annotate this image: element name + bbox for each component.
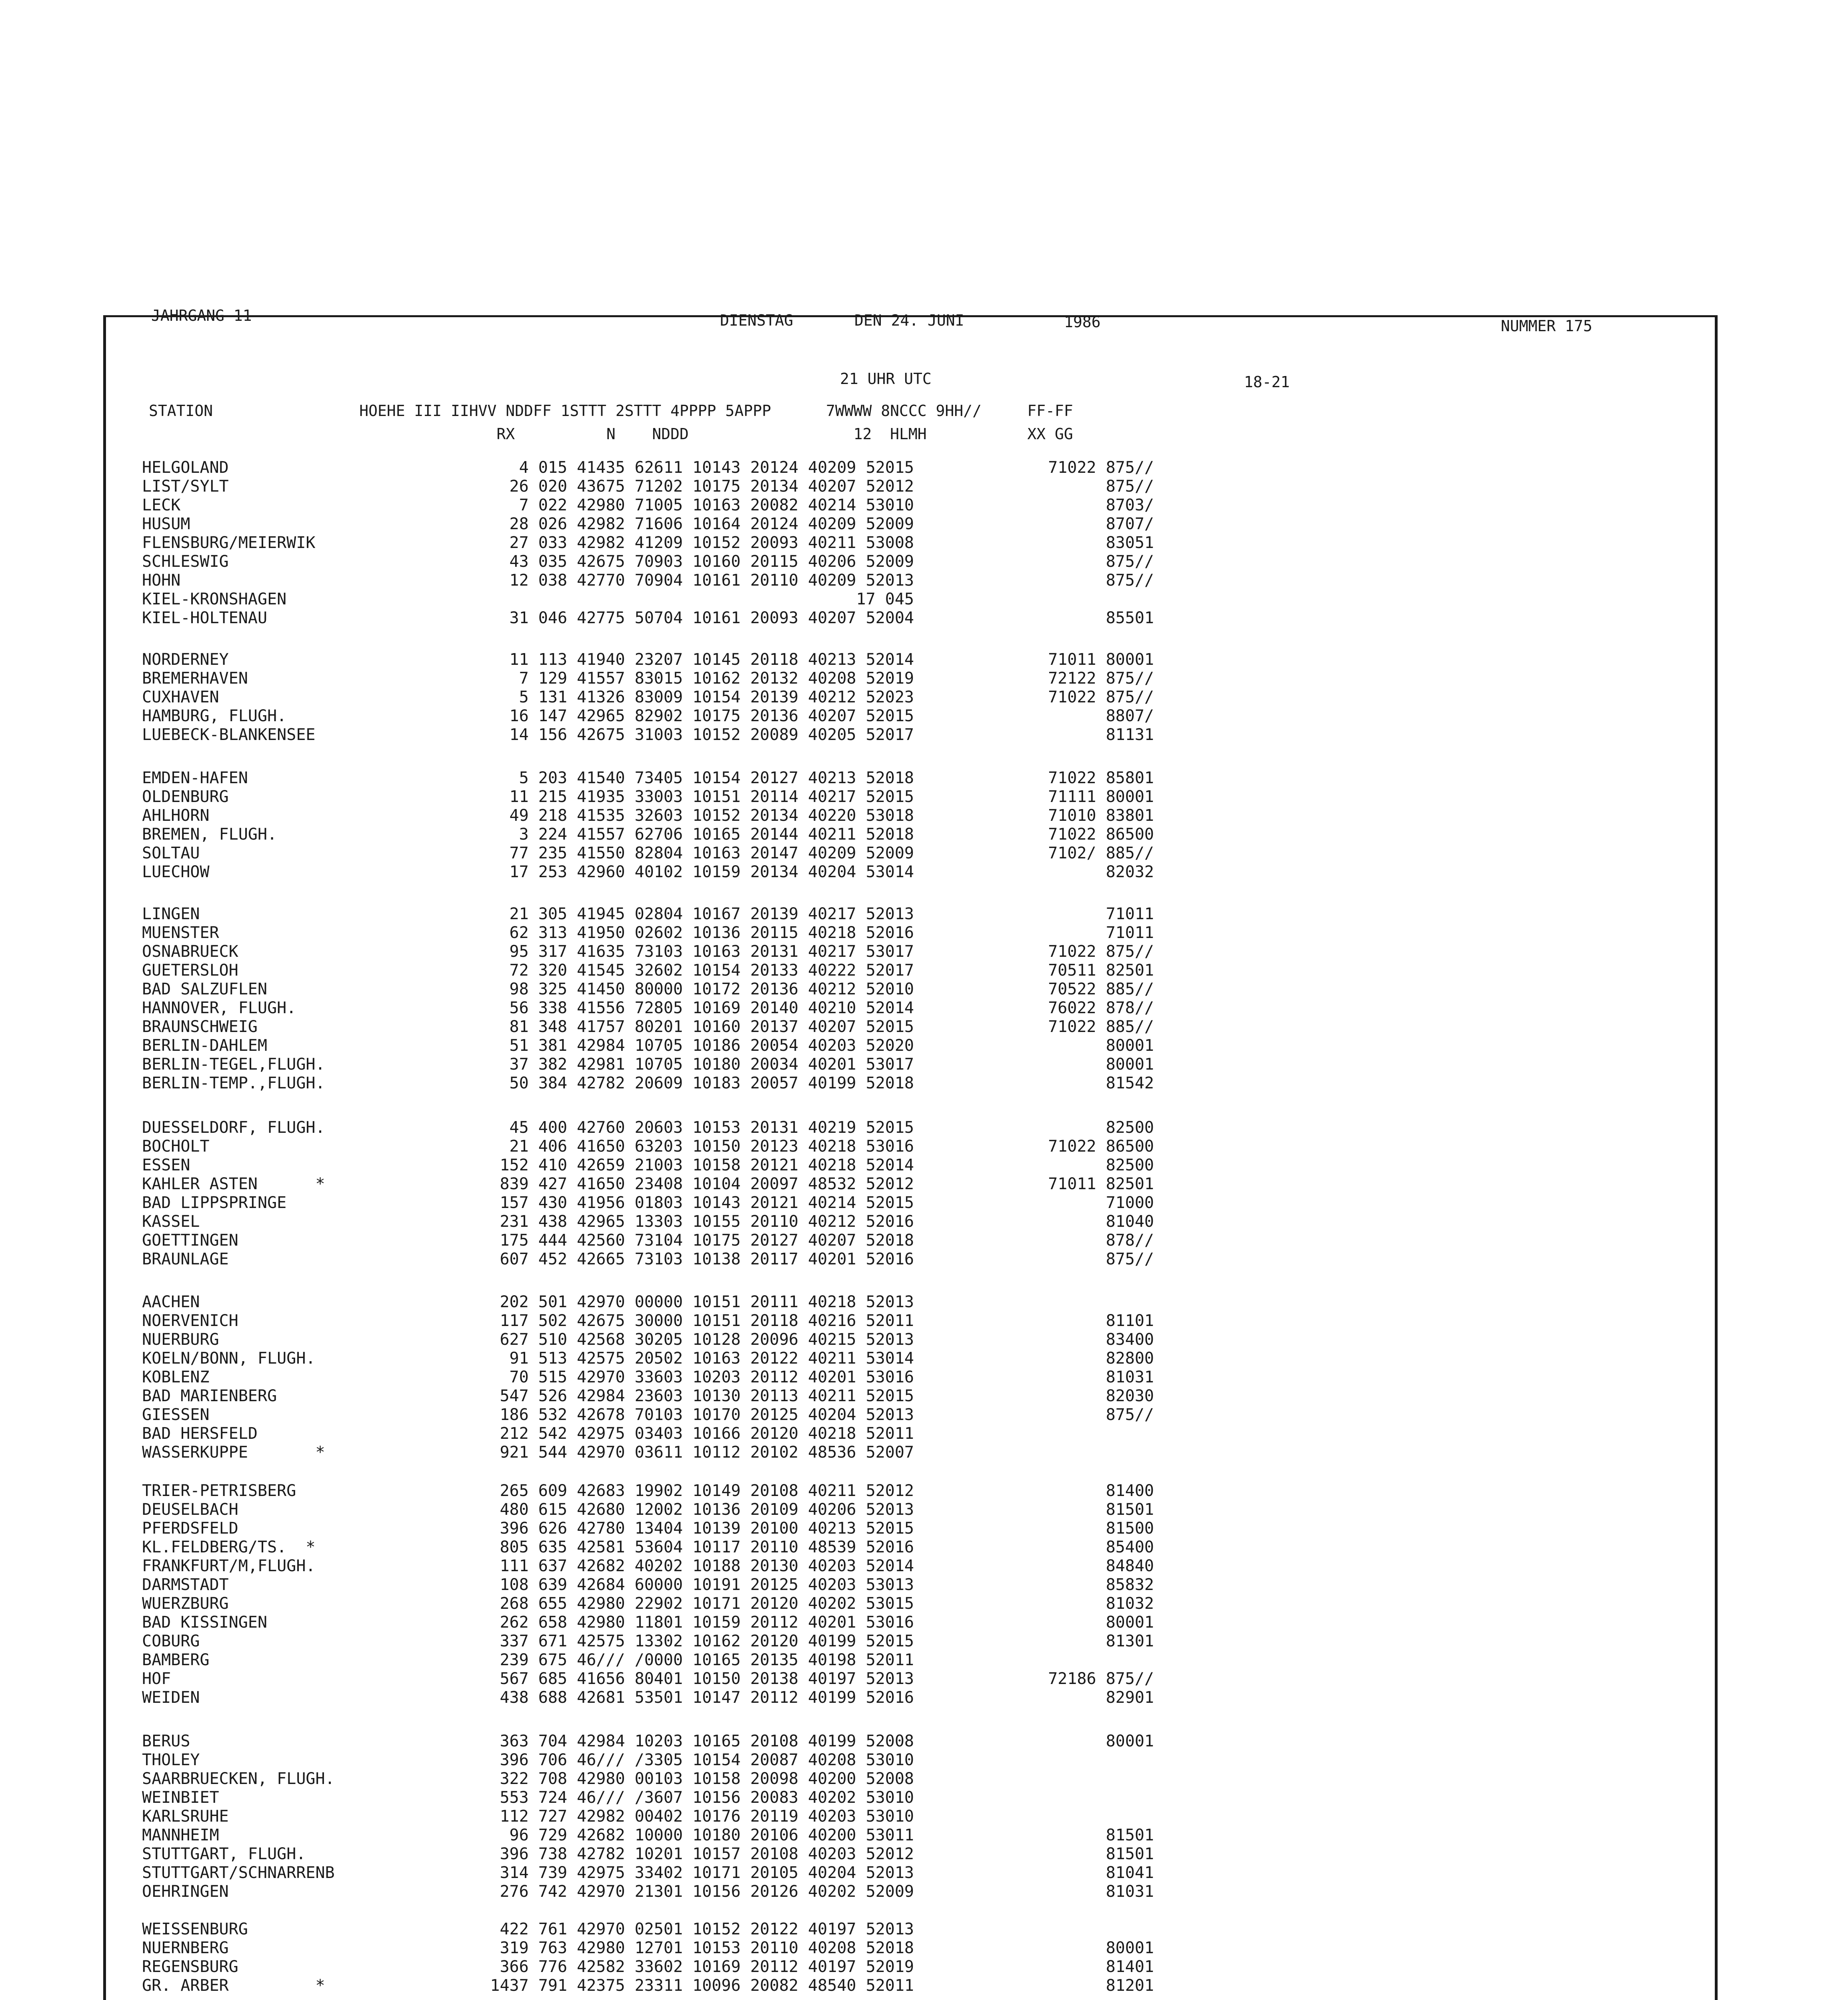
observation-values: 81 348 41757 80201 10160 20137 40207 52015 — [509, 1018, 914, 1036]
table-row — [142, 534, 1342, 552]
table-row — [142, 825, 1342, 844]
station-name: BAD HERSFELD — [142, 1424, 258, 1443]
station-name: SAARBRUECKEN, FLUGH. — [142, 1770, 335, 1788]
weather-group-values: 81040 — [1106, 1212, 1154, 1231]
observation-values: 28 026 42982 71606 10164 20124 40209 52009 — [509, 515, 914, 533]
station-name: FLENSBURG/MEIERWIK — [142, 534, 316, 552]
observation-values: 17 253 42960 40102 10159 20134 40204 53014 — [509, 863, 914, 881]
table-row — [142, 1788, 1342, 1807]
observation-values: 56 338 41556 72805 10169 20140 40210 52014 — [509, 999, 914, 1017]
station-name: FRANKFURT/M,FLUGH. — [142, 1557, 316, 1575]
table-row — [142, 1920, 1342, 1938]
time-range: 18-21 — [1244, 373, 1290, 391]
table-row — [142, 1670, 1342, 1688]
observation-values: 26 020 43675 71202 10175 20134 40207 52012 — [509, 477, 914, 496]
station-name: OSNABRUECK — [142, 942, 238, 961]
observation-values: 805 635 42581 53604 10117 20110 48539 52016 — [500, 1538, 914, 1556]
table-row — [142, 1770, 1342, 1788]
station-name: GIESSEN — [142, 1406, 210, 1424]
weather-group-values: 85832 — [1106, 1576, 1154, 1594]
table-row — [142, 1036, 1342, 1055]
observation-values: 337 671 42575 13302 10162 20120 40199 52015 — [500, 1632, 914, 1650]
table-row — [142, 1118, 1342, 1137]
table-row — [142, 1500, 1342, 1519]
weather-group-values: 71010 83801 — [1048, 806, 1154, 825]
table-row — [142, 769, 1342, 787]
station-name: NORDERNEY — [142, 650, 229, 669]
weather-group-values: 71000 — [1106, 1194, 1154, 1212]
station-name: EMDEN-HAFEN — [142, 769, 248, 787]
station-name: KIEL-KRONSHAGEN — [142, 590, 287, 608]
station-name: COBURG — [142, 1632, 200, 1650]
observation-values: 12 038 42770 70904 10161 20110 40209 52013 — [509, 571, 914, 590]
weather-group-values: 81500 — [1106, 1519, 1154, 1538]
weather-group-values: 81301 — [1106, 1632, 1154, 1650]
station-name: KASSEL — [142, 1212, 200, 1231]
observation-values: 27 033 42982 41209 10152 20093 40211 53008 — [509, 534, 914, 552]
observation-values: 98 325 41450 80000 10172 20136 40212 52010 — [509, 980, 914, 998]
station-name: GOETTINGEN — [142, 1231, 238, 1250]
observation-values: 21 305 41945 02804 10167 20139 40217 52013 — [509, 905, 914, 923]
weather-group-values: 81032 — [1106, 1594, 1154, 1613]
table-row — [142, 942, 1342, 961]
weather-group-values: 7102/ 885// — [1048, 844, 1154, 862]
station-name: KOBLENZ — [142, 1368, 210, 1386]
observation-values: 547 526 42984 23603 10130 20113 40211 52015 — [500, 1387, 914, 1405]
weather-group-values: 70522 885// — [1048, 980, 1154, 998]
weather-group-values: 82800 — [1106, 1349, 1154, 1368]
table-row — [142, 1349, 1342, 1368]
observation-values: 319 763 42980 12701 10153 20110 40208 52018 — [500, 1939, 914, 1957]
weather-group-values: 875// — [1106, 1406, 1154, 1424]
date-label: DEN 24. JUNI — [854, 312, 964, 329]
table-row — [142, 571, 1342, 590]
table-row — [142, 1632, 1342, 1650]
table-row — [142, 1194, 1342, 1212]
station-name: KARLSRUHE — [142, 1807, 229, 1826]
station-name: GUETERSLOH — [142, 961, 238, 980]
observation-values: 49 218 41535 32603 10152 20134 40220 53018 — [509, 806, 914, 825]
station-name: BAMBERG — [142, 1651, 210, 1669]
weather-group-values: 81031 — [1106, 1882, 1154, 1901]
table-row — [142, 924, 1342, 942]
station-name: AHLHORN — [142, 806, 210, 825]
table-row — [142, 1882, 1342, 1901]
observation-values: 70 515 42970 33603 10203 20112 40201 53016 — [509, 1368, 914, 1386]
observation-values: 268 655 42980 22902 10171 20120 40202 53015 — [500, 1594, 914, 1613]
table-row — [142, 1406, 1342, 1424]
weather-group-values: 71022 885// — [1048, 1018, 1154, 1036]
observation-values: 50 384 42782 20609 10183 20057 40199 52018 — [509, 1074, 914, 1092]
station-name: BRAUNSCHWEIG — [142, 1018, 258, 1036]
weather-group-values: 80001 — [1106, 1613, 1154, 1632]
observation-values: 45 400 42760 20603 10153 20131 40219 52015 — [509, 1118, 914, 1137]
station-name: KIEL-HOLTENAU — [142, 609, 268, 627]
station-name: STUTTGART/SCHNARRENB — [142, 1864, 335, 1882]
table-row — [142, 1312, 1342, 1330]
weather-group-values: 70511 82501 — [1048, 961, 1154, 980]
station-name: HOF — [142, 1670, 171, 1688]
weather-group-values: 84840 — [1106, 1557, 1154, 1575]
table-row — [142, 1845, 1342, 1863]
station-name: STUTTGART, FLUGH. — [142, 1845, 306, 1863]
observation-values: 322 708 42980 00103 10158 20098 40200 52008 — [500, 1770, 914, 1788]
weather-group-values: 81131 — [1106, 726, 1154, 744]
weekday-label: DIENSTAG — [720, 312, 794, 329]
station-name: OLDENBURG — [142, 788, 229, 806]
weather-group-values: 81201 — [1106, 1976, 1154, 1995]
table-row — [142, 688, 1342, 706]
weather-group-values: 71022 86500 — [1048, 1137, 1154, 1156]
station-name: NUERNBERG — [142, 1939, 229, 1957]
weather-group-values: 875// — [1106, 477, 1154, 496]
station-name: HAMBURG, FLUGH. — [142, 707, 287, 725]
observation-values: 96 729 42682 10000 10180 20106 40200 53011 — [509, 1826, 914, 1844]
observation-values: 91 513 42575 20502 10163 20122 40211 53014 — [509, 1349, 914, 1368]
weather-group-values: 83400 — [1106, 1330, 1154, 1349]
station-name: ESSEN — [142, 1156, 190, 1174]
observation-values: 422 761 42970 02501 10152 20122 40197 52013 — [500, 1920, 914, 1938]
table-row — [142, 1482, 1342, 1500]
observation-values: 202 501 42970 00000 10151 20111 40218 52013 — [500, 1293, 914, 1311]
issue-number: NUMMER 175 — [1501, 317, 1592, 335]
observation-values: 51 381 42984 10705 10186 20054 40203 52020 — [509, 1036, 914, 1055]
weather-group-values: 8703/ — [1106, 496, 1154, 514]
table-row — [142, 458, 1342, 477]
observation-values: 95 317 41635 73103 10163 20131 40217 53017 — [509, 942, 914, 961]
table-row — [142, 1751, 1342, 1769]
table-row — [142, 1231, 1342, 1250]
weather-group-values: 71022 85801 — [1048, 769, 1154, 787]
station-name: AACHEN — [142, 1293, 200, 1311]
station-name: KAHLER ASTEN * — [142, 1175, 325, 1193]
observation-values: 1437 791 42375 23311 10096 20082 48540 52011 — [490, 1976, 914, 1995]
observation-values: 11 215 41935 33003 10151 20114 40217 52015 — [509, 788, 914, 806]
weather-group-values: 85501 — [1106, 609, 1154, 627]
observation-values: 62 313 41950 02602 10136 20115 40218 52016 — [509, 924, 914, 942]
observation-values: 72 320 41545 32602 10154 20133 40222 52017 — [509, 961, 914, 980]
station-name: MANNHEIM — [142, 1826, 219, 1844]
station-name: MUENSTER — [142, 924, 219, 942]
observation-values: 4 015 41435 62611 10143 20124 40209 52015 — [519, 458, 914, 477]
station-name: NOERVENICH — [142, 1312, 238, 1330]
weather-group-values: 80001 — [1106, 1036, 1154, 1055]
station-name: LUEBECK-BLANKENSEE — [142, 726, 316, 744]
weather-group-values: 83051 — [1106, 534, 1154, 552]
table-row — [142, 1538, 1342, 1556]
weather-group-values: 82032 — [1106, 863, 1154, 881]
table-row — [142, 1826, 1342, 1844]
weather-group-values: 71011 82501 — [1048, 1175, 1154, 1193]
table-row — [142, 1651, 1342, 1669]
observation-values: 43 035 42675 70903 10160 20115 40206 52009 — [509, 552, 914, 571]
station-name: WEIDEN — [142, 1688, 200, 1707]
station-name: DARMSTADT — [142, 1576, 229, 1594]
table-row — [142, 905, 1342, 923]
observation-values: 553 724 46/// /3607 10156 20083 40202 53010 — [500, 1788, 914, 1807]
observation-values: 607 452 42665 73103 10138 20117 40201 52016 — [500, 1250, 914, 1268]
table-row — [142, 1250, 1342, 1268]
table-row — [142, 1557, 1342, 1575]
observation-values: 438 688 42681 53501 10147 20112 40199 52016 — [500, 1688, 914, 1707]
observation-values: 396 706 46/// /3305 10154 20087 40208 53010 — [500, 1751, 914, 1769]
weather-group-values: 8707/ — [1106, 515, 1154, 533]
observation-values: 5 203 41540 73405 10154 20127 40213 52018 — [519, 769, 914, 787]
weather-group-values: 80001 — [1106, 1939, 1154, 1957]
table-row — [142, 844, 1342, 862]
observation-values: 839 427 41650 23408 10104 20097 48532 52012 — [500, 1175, 914, 1193]
table-row — [142, 1576, 1342, 1594]
observation-values: 396 626 42780 13404 10139 20100 40213 52015 — [500, 1519, 914, 1538]
station-name: WEINBIET — [142, 1788, 219, 1807]
table-row — [142, 477, 1342, 496]
table-row — [142, 590, 1342, 608]
table-row — [142, 1688, 1342, 1707]
observation-values: 7 022 42980 71005 10163 20082 40214 53010 — [519, 496, 914, 514]
observation-values: 5 131 41326 83009 10154 20139 40212 52023 — [519, 688, 914, 706]
observation-values: 3 224 41557 62706 10165 20144 40211 52018 — [519, 825, 914, 844]
observation-values: 239 675 46/// /0000 10165 20135 40198 52011 — [500, 1651, 914, 1669]
table-row — [142, 788, 1342, 806]
weather-group-values: 82030 — [1106, 1387, 1154, 1405]
table-row — [142, 515, 1342, 533]
station-name: KOELN/BONN, FLUGH. — [142, 1349, 316, 1368]
table-row — [142, 1212, 1342, 1231]
weather-group-values: 81031 — [1106, 1368, 1154, 1386]
station-name: BAD KISSINGEN — [142, 1613, 268, 1632]
station-name: HUSUM — [142, 515, 190, 533]
table-row — [142, 1976, 1342, 1995]
observation-time: 21 UHR UTC — [840, 370, 932, 388]
station-name: REGENSBURG — [142, 1958, 238, 1976]
observation-values: 231 438 42965 13303 10155 20110 40212 52016 — [500, 1212, 914, 1231]
table-row — [142, 1519, 1342, 1538]
weather-group-values: 81041 — [1106, 1864, 1154, 1882]
station-name: OEHRINGEN — [142, 1882, 229, 1901]
weather-group-values: 8807/ — [1106, 707, 1154, 725]
weather-group-values: 71022 875// — [1048, 942, 1154, 961]
table-row — [142, 1368, 1342, 1386]
weather-group-values: 81542 — [1106, 1074, 1154, 1092]
weather-group-values: 71011 — [1106, 905, 1154, 923]
observation-values: 31 046 42775 50704 10161 20093 40207 52004 — [509, 609, 914, 627]
table-row — [142, 999, 1342, 1017]
observation-values: 276 742 42970 21301 10156 20126 40202 52009 — [500, 1882, 914, 1901]
weather-group-values: 71022 875// — [1048, 688, 1154, 706]
table-row — [142, 1293, 1342, 1311]
observation-values: 480 615 42680 12002 10136 20109 40206 52013 — [500, 1500, 914, 1519]
table-row — [142, 863, 1342, 881]
observation-values: 627 510 42568 30205 10128 20096 40215 52013 — [500, 1330, 914, 1349]
weather-group-values: 71011 80001 — [1048, 650, 1154, 669]
column-header-line2: RX N NDDD 12 HLMH XX GG — [149, 425, 1073, 443]
weather-group-values: 80001 — [1106, 1055, 1154, 1074]
station-name: DUESSELDORF, FLUGH. — [142, 1118, 325, 1137]
observation-values: 366 776 42582 33602 10169 20112 40197 52019 — [500, 1958, 914, 1976]
station-name: SOLTAU — [142, 844, 200, 862]
table-row — [142, 1594, 1342, 1613]
station-name: GR. ARBER * — [142, 1976, 325, 1995]
station-name: DEUSELBACH — [142, 1500, 238, 1519]
table-row — [142, 707, 1342, 725]
weather-group-values: 878// — [1106, 1231, 1154, 1250]
weather-group-values: 71111 80001 — [1048, 788, 1154, 806]
station-name: BRAUNLAGE — [142, 1250, 229, 1268]
station-name: BAD LIPPSPRINGE — [142, 1194, 287, 1212]
weather-group-values: 81501 — [1106, 1826, 1154, 1844]
table-row — [142, 1137, 1342, 1156]
table-row — [142, 1074, 1342, 1092]
jahrgang-label: JAHRGANG 11 — [151, 307, 252, 324]
table-row — [142, 1424, 1342, 1443]
observation-values: 111 637 42682 40202 10188 20130 40203 52014 — [500, 1557, 914, 1575]
weather-group-values: 875// — [1106, 1250, 1154, 1268]
observation-values: 7 129 41557 83015 10162 20132 40208 52019 — [519, 669, 914, 688]
observation-values: 212 542 42975 03403 10166 20120 40218 52011 — [500, 1424, 914, 1443]
station-name: LIST/SYLT — [142, 477, 229, 496]
observation-values: 117 502 42675 30000 10151 20118 40216 52011 — [500, 1312, 914, 1330]
weather-group-values: 875// — [1106, 552, 1154, 571]
station-name: TRIER-PETRISBERG — [142, 1482, 296, 1500]
station-name: HELGOLAND — [142, 458, 229, 477]
station-name: NUERBURG — [142, 1330, 219, 1349]
table-row — [142, 1732, 1342, 1750]
table-row — [142, 1330, 1342, 1349]
station-name: KL.FELDBERG/TS. * — [142, 1538, 316, 1556]
station-name: CUXHAVEN — [142, 688, 219, 706]
table-row — [142, 1864, 1342, 1882]
observation-values: 921 544 42970 03611 10112 20102 48536 52007 — [500, 1443, 914, 1462]
table-row — [142, 1613, 1342, 1632]
station-name: HOHN — [142, 571, 181, 590]
station-name: WASSERKUPPE * — [142, 1443, 325, 1462]
table-row — [142, 1807, 1342, 1826]
weather-group-values: 80001 — [1106, 1732, 1154, 1750]
weather-group-values: 81501 — [1106, 1500, 1154, 1519]
station-name: BERLIN-TEGEL,FLUGH. — [142, 1055, 325, 1074]
station-name: BOCHOLT — [142, 1137, 210, 1156]
station-name: LUECHOW — [142, 863, 210, 881]
observation-values: 16 147 42965 82902 10175 20136 40207 52015 — [509, 707, 914, 725]
station-name: LINGEN — [142, 905, 200, 923]
observation-values: 37 382 42981 10705 10180 20034 40201 53017 — [509, 1055, 914, 1074]
observation-values: 17 045 — [856, 590, 914, 608]
table-row — [142, 1018, 1342, 1036]
weather-group-values: 81101 — [1106, 1312, 1154, 1330]
table-row — [142, 806, 1342, 825]
observation-values: 314 739 42975 33402 10171 20105 40204 52013 — [500, 1864, 914, 1882]
table-row — [142, 609, 1342, 627]
table-row — [142, 961, 1342, 980]
station-name: LECK — [142, 496, 181, 514]
weather-group-values: 71011 — [1106, 924, 1154, 942]
station-name: BERLIN-TEMP.,FLUGH. — [142, 1074, 325, 1092]
observation-values: 77 235 41550 82804 10163 20147 40209 52009 — [509, 844, 914, 862]
weather-group-values: 82500 — [1106, 1156, 1154, 1174]
station-name: THOLEY — [142, 1751, 200, 1769]
observation-values: 567 685 41656 80401 10150 20138 40197 52013 — [500, 1670, 914, 1688]
station-name: WEISSENBURG — [142, 1920, 248, 1938]
table-row — [142, 669, 1342, 688]
observation-values: 175 444 42560 73104 10175 20127 40207 52018 — [500, 1231, 914, 1250]
observation-values: 112 727 42982 00402 10176 20119 40203 53010 — [500, 1807, 914, 1826]
station-name: SCHLESWIG — [142, 552, 229, 571]
observation-values: 152 410 42659 21003 10158 20121 40218 52014 — [500, 1156, 914, 1174]
observation-values: 363 704 42984 10203 10165 20108 40199 52008 — [500, 1732, 914, 1750]
weather-group-values: 81401 — [1106, 1958, 1154, 1976]
station-name: HANNOVER, FLUGH. — [142, 999, 296, 1017]
weather-group-values: 81501 — [1106, 1845, 1154, 1863]
table-row — [142, 726, 1342, 744]
table-row — [142, 496, 1342, 514]
table-row — [142, 980, 1342, 998]
weather-group-values: 82500 — [1106, 1118, 1154, 1137]
table-row — [142, 650, 1342, 669]
observation-values: 21 406 41650 63203 10150 20123 40218 53016 — [509, 1137, 914, 1156]
weather-group-values: 81400 — [1106, 1482, 1154, 1500]
table-row — [142, 1939, 1342, 1957]
station-name: BERLIN-DAHLEM — [142, 1036, 268, 1055]
table-row — [142, 552, 1342, 571]
weather-group-values: 71022 875// — [1048, 458, 1154, 477]
observation-values: 14 156 42675 31003 10152 20089 40205 52017 — [509, 726, 914, 744]
weather-group-values: 875// — [1106, 571, 1154, 590]
weather-group-values: 76022 878// — [1048, 999, 1154, 1017]
observation-values: 157 430 41956 01803 10143 20121 40214 52015 — [500, 1194, 914, 1212]
weather-group-values: 71022 86500 — [1048, 825, 1154, 844]
observation-values: 11 113 41940 23207 10145 20118 40213 52014 — [509, 650, 914, 669]
observation-values: 262 658 42980 11801 10159 20112 40201 53016 — [500, 1613, 914, 1632]
station-name: PFERDSFELD — [142, 1519, 238, 1538]
table-row — [142, 1156, 1342, 1174]
weather-group-values: 85400 — [1106, 1538, 1154, 1556]
station-name: BAD SALZUFLEN — [142, 980, 268, 998]
observation-values: 108 639 42684 60000 10191 20125 40203 53013 — [500, 1576, 914, 1594]
year-label: 1986 — [1064, 313, 1101, 331]
station-name: BAD MARIENBERG — [142, 1387, 277, 1405]
table-row — [142, 1387, 1342, 1405]
table-row — [142, 1443, 1342, 1462]
table-row — [142, 1055, 1342, 1074]
observation-values: 265 609 42683 19902 10149 20108 40211 52012 — [500, 1482, 914, 1500]
station-name: BERUS — [142, 1732, 190, 1750]
station-name: BREMERHAVEN — [142, 669, 248, 688]
column-header-line1: STATION HOEHE III IIHVV NDDFF 1STTT 2STTT 4PPPP 5APPP 7WWWW 8NCCC 9HH// FF-FF — [149, 402, 1073, 420]
table-row — [142, 1175, 1342, 1193]
table-row — [142, 1958, 1342, 1976]
observation-values: 396 738 42782 10201 10157 20108 40203 52012 — [500, 1845, 914, 1863]
observation-values: 186 532 42678 70103 10170 20125 40204 52013 — [500, 1406, 914, 1424]
weather-group-values: 82901 — [1106, 1688, 1154, 1707]
weather-group-values: 72122 875// — [1048, 669, 1154, 688]
station-name: WUERZBURG — [142, 1594, 229, 1613]
station-name: BREMEN, FLUGH. — [142, 825, 277, 844]
weather-group-values: 72186 875// — [1048, 1670, 1154, 1688]
